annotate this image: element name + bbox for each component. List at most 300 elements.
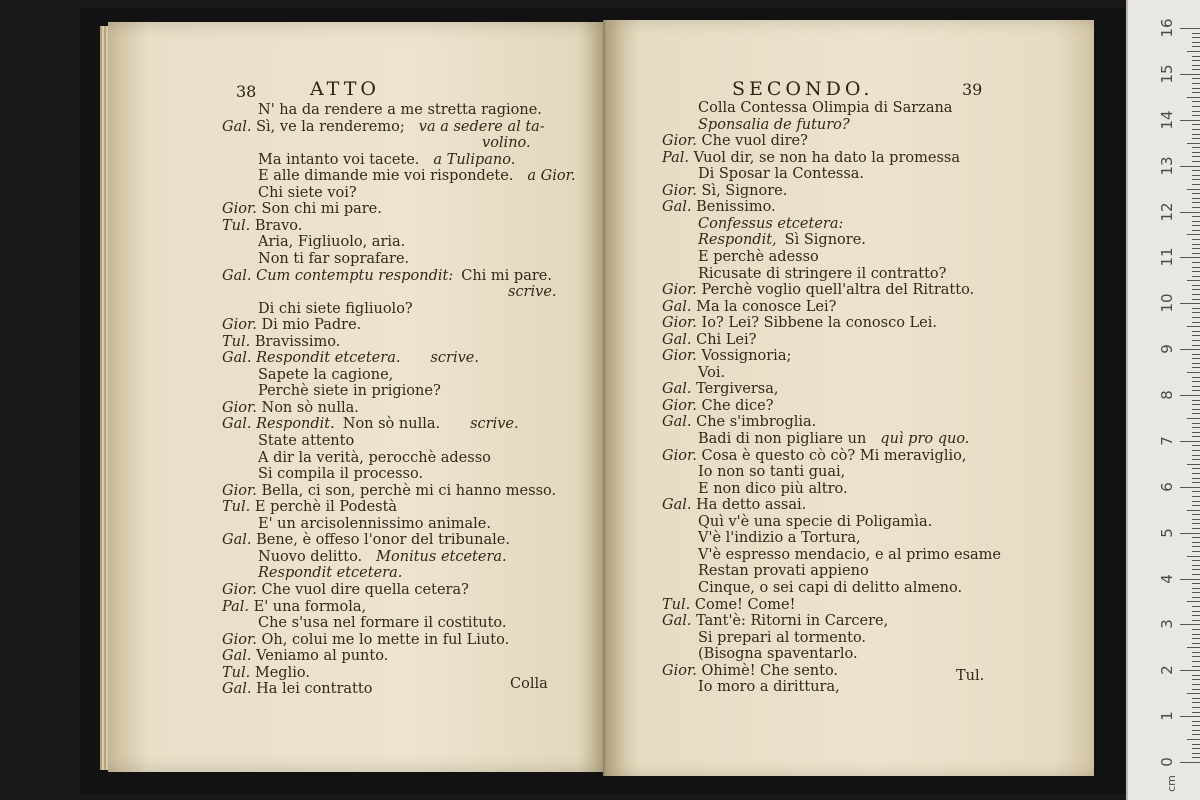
dialogue-text: Di Sposar la Contessa.: [698, 166, 865, 183]
dialogue-text: Bravissimo.: [254, 333, 341, 350]
ruler-minor-tick: [1192, 748, 1200, 749]
ruler-number: 8: [1158, 390, 1176, 400]
text-line: [222, 499, 397, 515]
ruler-minor-tick: [1192, 496, 1200, 497]
dialogue-text: Si compila il processo.: [258, 466, 424, 483]
text-line: [258, 615, 507, 631]
dialogue-text: Io? Lei? Sibbene la conosco Lei.: [701, 315, 937, 332]
ruler-minor-tick: [1192, 413, 1200, 414]
dialogue-text: Ohimè! Che sento.: [701, 662, 839, 679]
dialogue-text: Sì Signore.: [784, 232, 866, 249]
dialogue-text: Cinque, o sei capi di delitto almeno.: [698, 579, 963, 596]
ruler-minor-tick: [1187, 326, 1200, 327]
dialogue-text: Bene, è offeso l'onor del tribunale.: [256, 532, 510, 549]
speaker-name: Gal.: [662, 298, 692, 315]
ruler-minor-tick: [1192, 565, 1200, 566]
speaker-name: Gior.: [662, 282, 697, 299]
text-line: [222, 632, 509, 648]
ruler-minor-tick: [1192, 83, 1200, 84]
ruler-minor-tick: [1192, 358, 1200, 359]
stage-direction: scrive.: [508, 284, 557, 301]
ruler-number: 11: [1158, 247, 1176, 267]
stage-direction: a Gior.: [527, 168, 576, 185]
dialogue-text: A dir la verità, perocchè adesso: [258, 449, 491, 466]
dialogue-text: V'è l'indizio a Tortura,: [698, 530, 861, 547]
stage-direction: Sponsalia de futuro?: [698, 116, 850, 133]
dialogue-text: Di chi siete figliuolo?: [258, 300, 413, 317]
ruler-minor-tick: [1192, 725, 1200, 726]
ruler-number: 15: [1158, 64, 1176, 84]
ruler-unit: cm: [1165, 775, 1179, 792]
dialogue-text: Che s'usa nel formare il costituto.: [258, 615, 507, 632]
ruler-minor-tick: [1192, 294, 1200, 295]
ruler-major-tick: [1180, 395, 1200, 396]
right-running-header: SECONDO.: [732, 78, 874, 100]
text-line: [258, 466, 423, 482]
text-line: [222, 317, 361, 333]
ruler-minor-tick: [1192, 161, 1200, 162]
text-line: [508, 284, 557, 300]
ruler-minor-tick: [1192, 519, 1200, 520]
text-line: [662, 448, 966, 464]
dialogue-text: Sì, Signore.: [701, 182, 788, 199]
ruler-minor-tick: [1192, 675, 1200, 676]
text-line: [698, 547, 1001, 563]
text-line: [662, 133, 808, 149]
text-line: [222, 400, 359, 416]
ruler-minor-tick: [1192, 583, 1200, 584]
dialogue-text: E alle dimande mie voi rispondete.: [258, 168, 514, 185]
speaker-name: Gior.: [222, 581, 257, 598]
ruler-minor-tick: [1192, 478, 1200, 479]
ruler-major-tick: [1180, 670, 1200, 671]
dialogue-text: Sì, ve la renderemo;: [256, 118, 405, 135]
text-line: [698, 249, 819, 265]
speaker-name: Gal.: [222, 532, 252, 549]
ruler-number: 6: [1158, 481, 1176, 492]
left-catchword: Colla: [510, 676, 548, 692]
stage-direction: scrive.: [430, 350, 479, 367]
ruler-minor-tick: [1192, 340, 1200, 341]
text-line: [258, 251, 409, 267]
ruler-minor-tick: [1192, 400, 1200, 401]
dialogue-text: Non sò nulla.: [261, 399, 359, 416]
ruler-minor-tick: [1192, 634, 1200, 635]
ruler-major-tick: [1180, 28, 1200, 29]
speaker-name: Gior.: [222, 399, 257, 416]
ruler-minor-tick: [1192, 436, 1200, 437]
ruler-minor-tick: [1187, 556, 1200, 557]
dialogue-text: Perchè siete in prigione?: [258, 383, 441, 400]
speaker-name: Pal.: [662, 149, 689, 166]
text-line: [222, 416, 519, 432]
ruler-minor-tick: [1187, 601, 1200, 602]
dialogue-text: Ha lei contratto: [256, 681, 373, 698]
text-line: [258, 565, 402, 581]
ruler-minor-tick: [1192, 56, 1200, 57]
dialogue-text: Benissimo.: [696, 199, 776, 216]
ruler-minor-tick: [1192, 574, 1200, 575]
ruler-minor-tick: [1192, 179, 1200, 180]
ruler-major-tick: [1180, 487, 1200, 488]
ruler-number: 14: [1158, 110, 1176, 130]
dialogue-text: Come! Come!: [694, 596, 796, 613]
ruler-major-tick: [1180, 533, 1200, 534]
ruler-minor-tick: [1192, 427, 1200, 428]
dialogue-text: Ricusate di stringere il contratto?: [698, 265, 947, 282]
ruler-minor-tick: [1192, 175, 1200, 176]
text-line: [698, 630, 866, 646]
speaker-name: Gior.: [222, 317, 257, 334]
text-line: [698, 232, 866, 248]
text-line: [258, 549, 507, 565]
dialogue-text: Cosa è questo cò cò? Mi meraviglio,: [701, 447, 967, 464]
stage-direction: quì pro quo.: [880, 431, 970, 447]
ruler-minor-tick: [1192, 184, 1200, 185]
text-line: [222, 201, 382, 217]
dialogue-text: E perchè il Podestà: [254, 499, 398, 516]
ruler-minor-tick: [1192, 721, 1200, 722]
speaker-name: Tul.: [222, 333, 251, 350]
ruler-minor-tick: [1192, 712, 1200, 713]
speaker-name: Gior.: [222, 201, 257, 218]
ruler-number: 2: [1158, 665, 1176, 676]
text-line: [698, 580, 962, 596]
ruler-minor-tick: [1192, 221, 1200, 222]
dialogue-text: Tergiversa,: [696, 381, 779, 398]
ruler-minor-tick: [1192, 244, 1200, 245]
text-line: [222, 350, 479, 366]
text-line: [258, 185, 357, 201]
dialogue-text: Di mio Padre.: [261, 317, 362, 334]
ruler-minor-tick: [1192, 65, 1200, 66]
ruler-minor-tick: [1192, 312, 1200, 313]
text-line: [258, 168, 576, 184]
text-line: [662, 398, 774, 414]
text-line: [662, 348, 791, 364]
speaker-name: Pal.: [222, 598, 249, 615]
ruler-minor-tick: [1192, 542, 1200, 543]
text-line: [698, 481, 848, 497]
ruler-minor-tick: [1192, 285, 1200, 286]
speaker-name: Gior.: [662, 662, 697, 679]
ruler-minor-tick: [1192, 33, 1200, 34]
text-line: [662, 332, 756, 348]
ruler-minor-tick: [1192, 468, 1200, 469]
ruler-minor-tick: [1192, 656, 1200, 657]
stage-direction: Monitus etcetera.: [376, 548, 507, 565]
dialogue-text: Io non so tanti guai,: [698, 464, 846, 481]
dialogue-text: E perchè adesso: [698, 248, 819, 265]
ruler-minor-tick: [1192, 569, 1200, 570]
ruler-major-tick: [1180, 624, 1200, 625]
ruler-minor-tick: [1187, 693, 1200, 694]
speaker-name: Gal.: [662, 331, 692, 348]
ruler-minor-tick: [1192, 335, 1200, 336]
text-line: [662, 315, 937, 331]
ruler-minor-tick: [1192, 445, 1200, 446]
speaker-name: Gal.: [662, 199, 692, 216]
ruler-minor-tick: [1192, 423, 1200, 424]
dialogue-text: Vossignoria;: [701, 348, 792, 365]
ruler-minor-tick: [1192, 331, 1200, 332]
dialogue-text: E' un arcisolennissimo animale.: [258, 515, 491, 532]
ruler-minor-tick: [1192, 734, 1200, 735]
text-line: [222, 648, 388, 664]
stage-direction: va a sedere al ta-: [418, 118, 545, 135]
ruler-minor-tick: [1192, 537, 1200, 538]
dialogue-text: Che s'imbroglia.: [696, 414, 817, 431]
ruler-minor-tick: [1192, 276, 1200, 277]
ruler-minor-tick: [1192, 147, 1200, 148]
ruler-minor-tick: [1192, 267, 1200, 268]
ruler-minor-tick: [1192, 253, 1200, 254]
ruler-major-tick: [1180, 166, 1200, 167]
ruler-minor-tick: [1192, 46, 1200, 47]
text-line: [258, 433, 354, 449]
ruler-minor-tick: [1192, 592, 1200, 593]
ruler-minor-tick: [1187, 739, 1200, 740]
ruler-minor-tick: [1192, 551, 1200, 552]
ruler-minor-tick: [1192, 101, 1200, 102]
ruler-minor-tick: [1192, 744, 1200, 745]
ruler-minor-tick: [1192, 546, 1200, 547]
dialogue-text: Non ti far soprafare.: [258, 250, 410, 267]
left-page-number: 38: [236, 82, 257, 101]
dialogue-text: Ha detto assai.: [696, 497, 807, 514]
ruler-minor-tick: [1192, 390, 1200, 391]
dialogue-text: Che vuol dire quella cetera?: [261, 581, 469, 598]
ruler-major-tick: [1180, 716, 1200, 717]
text-line: [698, 563, 869, 579]
right-page: [606, 20, 1094, 776]
speaker-name: Gior.: [662, 182, 697, 199]
dialogue-text: Nuovo delitto.: [258, 548, 363, 565]
speaker-name: Gal.: [662, 414, 692, 431]
stage-direction: Respondit etcetera.: [256, 350, 401, 367]
ruler-major-tick: [1180, 74, 1200, 75]
text-line: [662, 199, 776, 215]
ruler-minor-tick: [1192, 689, 1200, 690]
ruler-major-tick: [1180, 303, 1200, 304]
dialogue-text: Meglio.: [254, 664, 310, 681]
dialogue-text: Ma intanto voi tacete.: [258, 151, 420, 168]
ruler-minor-tick: [1192, 248, 1200, 249]
text-line: [222, 119, 545, 135]
ruler-number: 16: [1158, 18, 1176, 38]
ruler-number: 13: [1158, 156, 1176, 176]
ruler-minor-tick: [1192, 432, 1200, 433]
speaker-name: Gal.: [222, 648, 252, 665]
speaker-name: Gior.: [222, 482, 257, 499]
ruler-minor-tick: [1187, 647, 1200, 648]
ruler-minor-tick: [1192, 473, 1200, 474]
ruler-major-tick: [1180, 579, 1200, 580]
ruler-minor-tick: [1192, 134, 1200, 135]
ruler-minor-tick: [1192, 92, 1200, 93]
ruler-minor-tick: [1187, 418, 1200, 419]
left-running-header: ATTO: [310, 78, 380, 100]
ruler-minor-tick: [1192, 459, 1200, 460]
text-line: [258, 234, 405, 250]
text-line: [222, 218, 302, 234]
dialogue-text: Veniamo al punto.: [256, 648, 389, 665]
ruler-minor-tick: [1192, 501, 1200, 502]
dialogue-text: Tant'è: Ritorni in Carcere,: [696, 613, 889, 630]
speaker-name: Gal.: [662, 497, 692, 514]
stage-direction: a Tulipano.: [433, 151, 516, 168]
ruler-minor-tick: [1187, 510, 1200, 511]
ruler-minor-tick: [1192, 620, 1200, 621]
speaker-name: Tul.: [222, 664, 251, 681]
dialogue-text: Che vuol dire?: [701, 133, 808, 150]
ruler-minor-tick: [1187, 51, 1200, 52]
text-line: [698, 365, 725, 381]
text-line: [222, 665, 310, 681]
dialogue-text: Son chi mi pare.: [261, 201, 382, 218]
ruler-minor-tick: [1192, 707, 1200, 708]
ruler-major-tick: [1180, 212, 1200, 213]
ruler-minor-tick: [1192, 363, 1200, 364]
stage-direction: Confessus etcetera:: [698, 215, 844, 232]
dialogue-text: Non sò nulla.: [342, 416, 441, 433]
ruler-minor-tick: [1192, 299, 1200, 300]
dialogue-text: Sapete la cagione,: [258, 366, 394, 383]
dialogue-text: Colla Contessa Olimpia di Sarzana: [698, 100, 953, 116]
ruler-minor-tick: [1192, 138, 1200, 139]
ruler-number: 5: [1158, 527, 1176, 538]
speaker-name: Gior.: [662, 348, 697, 365]
right-page-number: 39: [962, 80, 983, 99]
ruler-minor-tick: [1192, 239, 1200, 240]
ruler-minor-tick: [1192, 757, 1200, 758]
ruler-minor-tick: [1192, 482, 1200, 483]
left-page: [108, 22, 608, 772]
text-line: [222, 681, 372, 697]
ruler-minor-tick: [1192, 491, 1200, 492]
ruler-number: 1: [1158, 711, 1176, 721]
ruler-minor-tick: [1192, 523, 1200, 524]
dialogue-text: Oh, colui me lo mette in ful Liuto.: [261, 631, 510, 648]
measuring-ruler: [1126, 0, 1200, 800]
dialogue-text: Restan provati appieno: [698, 563, 869, 580]
dialogue-text: Badi di non pigliare un: [698, 431, 867, 447]
dialogue-text: Aria, Figliuolo, aria.: [258, 234, 406, 251]
ruler-minor-tick: [1192, 381, 1200, 382]
ruler-minor-tick: [1192, 455, 1200, 456]
ruler-minor-tick: [1192, 170, 1200, 171]
ruler-minor-tick: [1192, 702, 1200, 703]
ruler-minor-tick: [1187, 189, 1200, 190]
text-line: [258, 516, 491, 532]
ruler-minor-tick: [1192, 317, 1200, 318]
ruler-number: 4: [1158, 573, 1176, 584]
stage-direction: volino.: [482, 135, 531, 152]
ruler-minor-tick: [1192, 698, 1200, 699]
text-line: [662, 282, 974, 298]
text-line: [222, 268, 552, 284]
ruler-minor-tick: [1192, 404, 1200, 405]
ruler-minor-tick: [1192, 193, 1200, 194]
ruler-number: 9: [1158, 344, 1176, 354]
text-line: [258, 383, 441, 399]
ruler-minor-tick: [1192, 367, 1200, 368]
speaker-name: Gal.: [222, 350, 252, 367]
stage-direction: scrive.: [470, 416, 519, 433]
ruler-minor-tick: [1192, 661, 1200, 662]
text-line: [222, 483, 556, 499]
ruler-minor-tick: [1192, 78, 1200, 79]
ruler-minor-tick: [1192, 611, 1200, 612]
ruler-minor-tick: [1192, 345, 1200, 346]
text-line: [698, 679, 840, 695]
text-line: [258, 450, 491, 466]
dialogue-text: E non dico più altro.: [698, 480, 848, 497]
speaker-name: Gior.: [662, 447, 697, 464]
text-line: [662, 597, 795, 613]
text-line: [698, 166, 864, 182]
text-line: [698, 100, 952, 116]
speaker-name: Gal.: [222, 118, 252, 135]
ruler-minor-tick: [1192, 60, 1200, 61]
ruler-number: 3: [1158, 619, 1176, 630]
ruler-minor-tick: [1192, 643, 1200, 644]
ruler-minor-tick: [1187, 143, 1200, 144]
dialogue-text: E' una formola,: [253, 598, 367, 615]
text-line: [698, 530, 861, 546]
ruler-minor-tick: [1187, 97, 1200, 98]
ruler-minor-tick: [1192, 216, 1200, 217]
dialogue-text: Ma la conosce Lei?: [696, 298, 837, 315]
dialogue-text: N' ha da rendere a me stretta ragione.: [258, 102, 542, 118]
speaker-name: Gal.: [662, 613, 692, 630]
ruler-minor-tick: [1192, 37, 1200, 38]
ruler-minor-tick: [1192, 262, 1200, 263]
speaker-name: Gior.: [222, 631, 257, 648]
ruler-minor-tick: [1192, 652, 1200, 653]
speaker-name: Tul.: [222, 499, 251, 516]
text-line: [662, 497, 806, 513]
ruler-minor-tick: [1192, 129, 1200, 130]
ruler-minor-tick: [1187, 280, 1200, 281]
ruler-minor-tick: [1192, 207, 1200, 208]
ruler-minor-tick: [1192, 606, 1200, 607]
ruler-minor-tick: [1192, 528, 1200, 529]
ruler-minor-tick: [1192, 684, 1200, 685]
ruler-minor-tick: [1192, 730, 1200, 731]
stage-direction: Cum contemptu respondit:: [256, 267, 454, 284]
ruler-minor-tick: [1192, 198, 1200, 199]
text-line: [222, 334, 340, 350]
speaker-name: Tul.: [662, 596, 691, 613]
text-line: [662, 183, 787, 199]
ruler-minor-tick: [1192, 111, 1200, 112]
dialogue-text: Bravo.: [254, 217, 303, 234]
text-line: [662, 613, 888, 629]
text-line: [222, 582, 469, 598]
stage-direction: Respondit,: [698, 232, 777, 249]
ruler-minor-tick: [1192, 505, 1200, 506]
text-line: [222, 599, 366, 615]
ruler-minor-tick: [1192, 115, 1200, 116]
text-line: [698, 431, 969, 447]
dialogue-text: V'è espresso mendacio, e al primo esame: [698, 546, 1002, 563]
ruler-minor-tick: [1192, 230, 1200, 231]
stage-direction: Respondit.: [256, 416, 335, 433]
dialogue-text: Vuol dir, se non ha dato la promessa: [693, 149, 960, 166]
text-line: [698, 646, 858, 662]
dialogue-text: (Bisogna spaventarlo.: [698, 646, 858, 663]
